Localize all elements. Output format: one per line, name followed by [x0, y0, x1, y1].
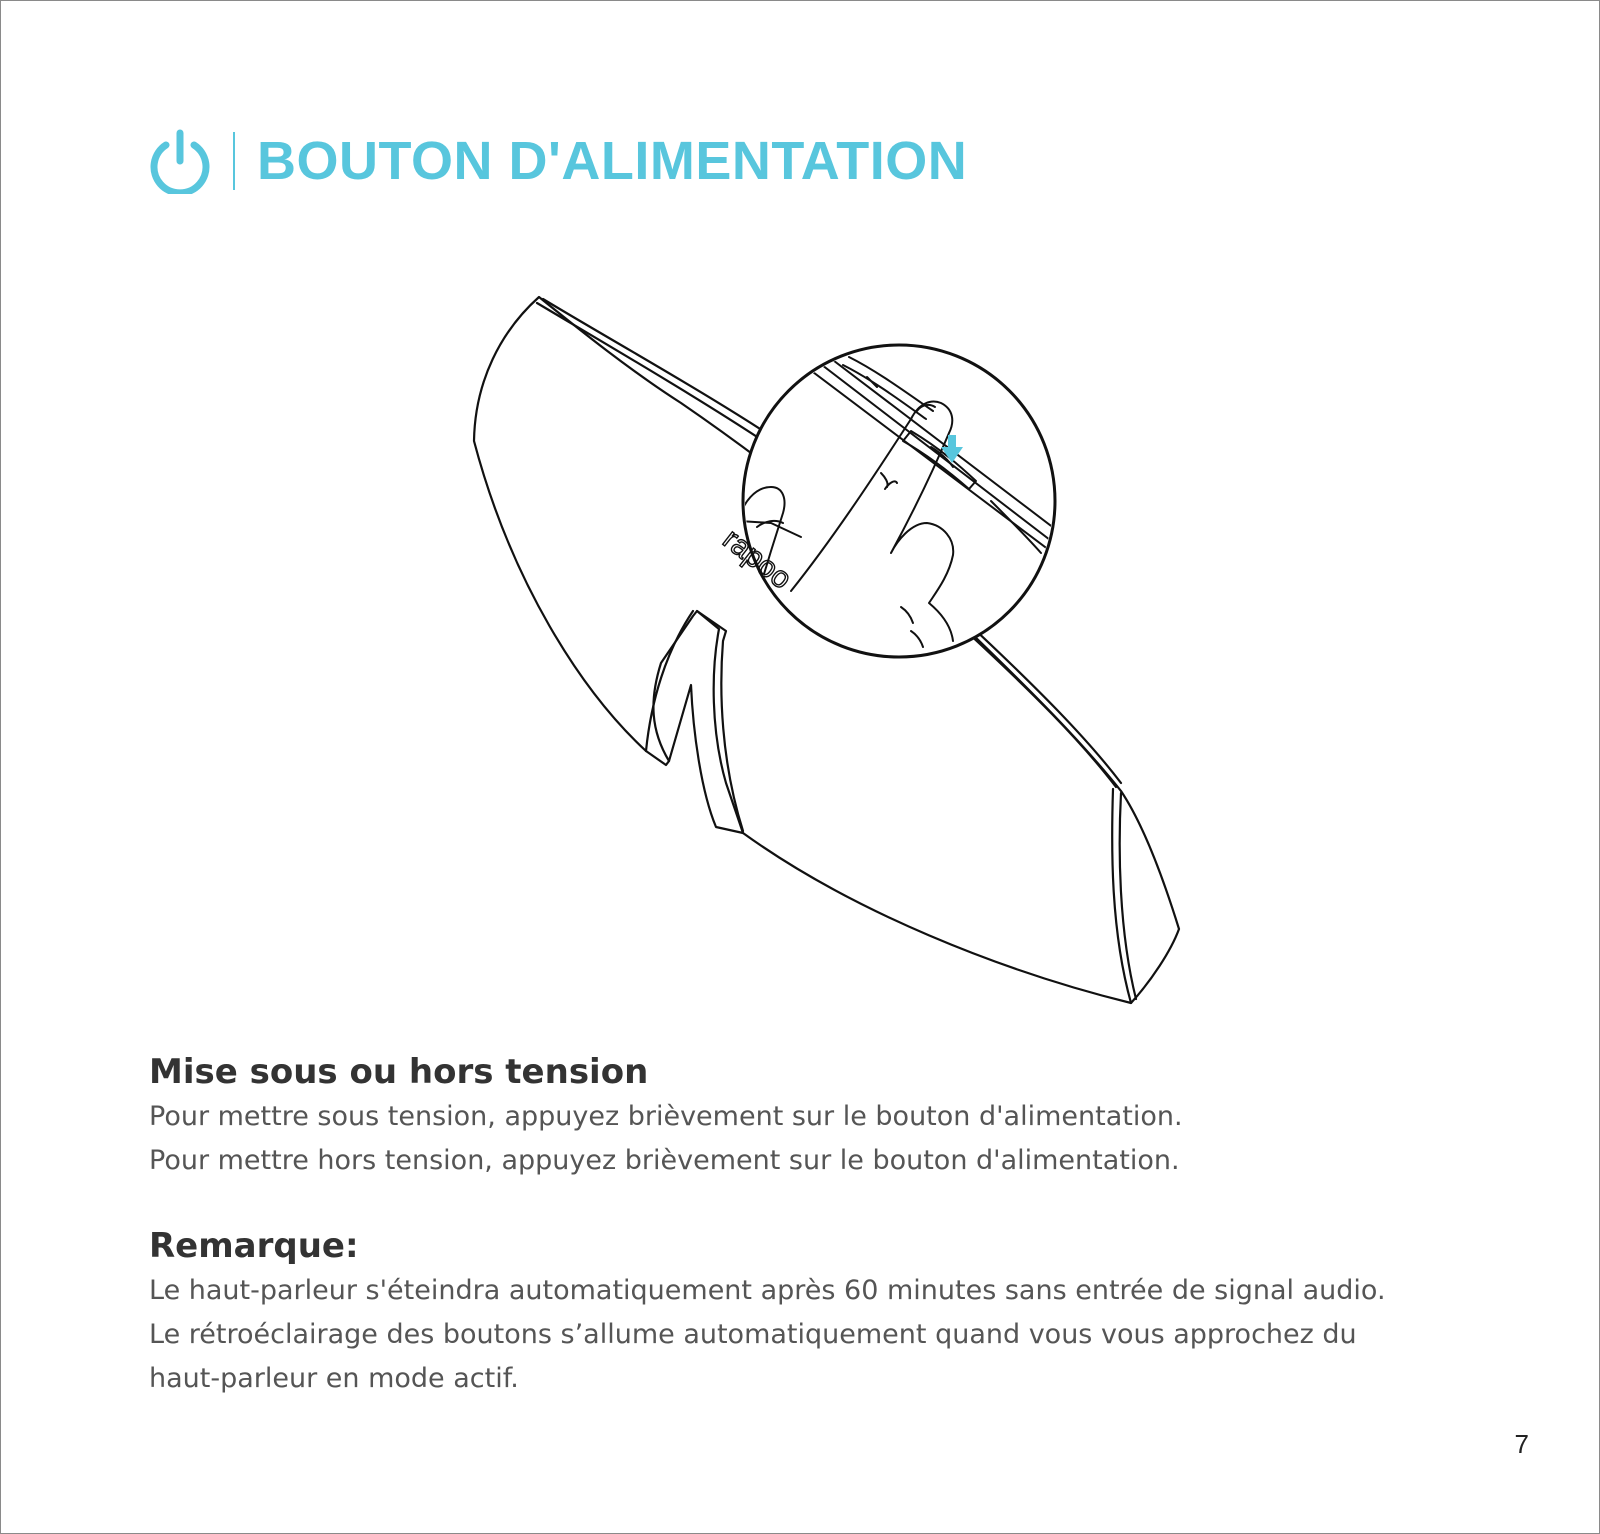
section-header — [147, 125, 967, 197]
power-off-instruction: Pour mettre hors tension, appuyez brièvement sur le bouton d'alimentation. — [149, 1145, 1180, 1176]
power-section-text — [149, 1095, 1183, 1183]
note-section-heading: Remarque: — [149, 1226, 359, 1266]
header-divider — [233, 132, 235, 190]
rapoo-logo-text: rapoo — [716, 522, 798, 596]
page-title: BOUTON D'ALIMENTATION — [257, 131, 968, 191]
speaker-illustration — [471, 291, 1211, 1031]
note-line-1: Le haut-parleur s'éteindra automatiquement après 60 minutes sans entrée de signal audio. — [149, 1275, 1386, 1306]
power-section-heading: Mise sous ou hors tension — [149, 1052, 649, 1092]
power-on-instruction: Pour mettre sous tension, appuyez brièvement sur le bouton d'alimentation. — [149, 1101, 1183, 1132]
note-section-text — [149, 1269, 1386, 1401]
note-line-2: Le rétroéclairage des boutons s’allume automatiquement quand vous vous approchez du — [149, 1319, 1357, 1350]
note-line-3: haut-parleur en mode actif. — [149, 1363, 519, 1394]
power-icon — [147, 128, 213, 194]
page-number: 7 — [1514, 1429, 1529, 1459]
